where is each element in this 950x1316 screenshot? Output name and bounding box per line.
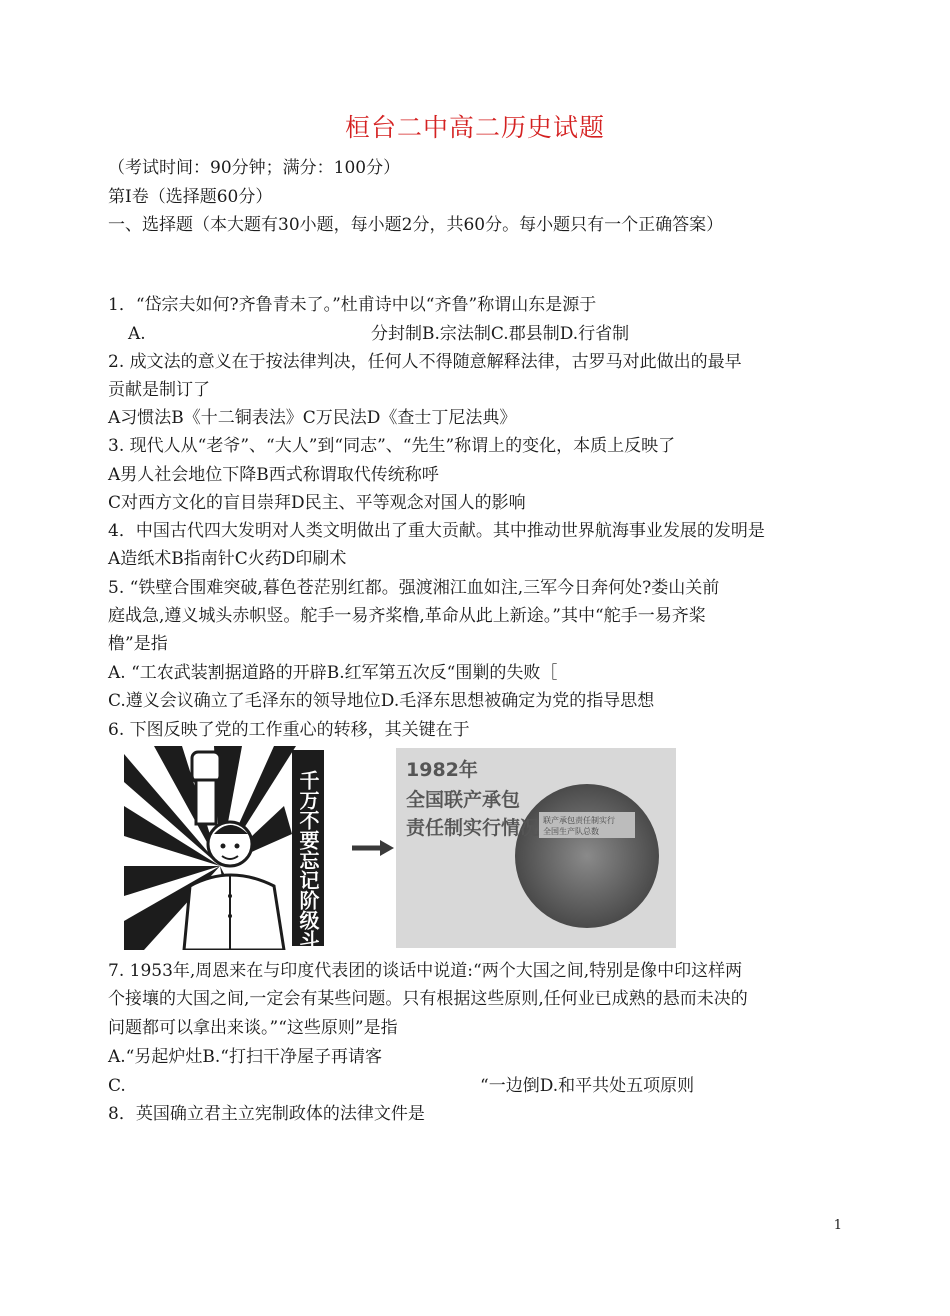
q1-options: 分封制B.宗法制C.郡县制D.行省制 xyxy=(371,324,630,344)
exam-info: （考试时间：90分钟；满分：100分） xyxy=(108,158,401,178)
q5-stem-3: 橹”是指 xyxy=(108,634,168,654)
pie-label-2: 全国生产队总数 xyxy=(543,827,599,836)
q3-stem: 3. 现代人从“老爷”、“大人”到“同志”、“先生”称谓上的变化，本质上反映了 xyxy=(108,436,676,456)
q2-options: A习惯法B《十二铜表法》C万民法D《查士丁尼法典》 xyxy=(108,408,517,428)
q5-options-2: C.遵义会议确立了毛泽东的领导地位D.毛泽东思想被确定为党的指导思想 xyxy=(108,691,655,711)
q5-stem-1: 5. “铁壁合围难突破,暮色苍茫别红都。强渡湘江血如注,三军今日奔何处?娄山关前 xyxy=(108,578,720,598)
q2-stem-2: 贡献是制订了 xyxy=(108,380,210,400)
poster-slogan: 千万不要忘记阶级斗争 xyxy=(296,770,320,950)
chart-title-line-3: 责任制实行情况 xyxy=(406,817,540,839)
q2-stem-1: 2. 成文法的意义在于按法律判决，任何人不得随意解释法律，古罗马对此做出的最早 xyxy=(108,352,742,372)
q4-options: A造纸术B指南针C火药D印刷术 xyxy=(108,549,347,569)
q4-stem: 4．中国古代四大发明对人类文明做出了重大贡献。其中推动世界航海事业发展的发明是 xyxy=(108,521,765,541)
q8-stem: 8．英国确立君主立宪制政体的法律文件是 xyxy=(108,1104,425,1124)
q5-options-1: A. “工农武装割据道路的开辟B.红军第五次反“围剿的失败［ xyxy=(108,663,558,683)
q7-stem-1: 7. 1953年,周恩来在与印度代表团的谈话中说道:“两个大国之间,特别是像中印这样两 xyxy=(108,961,743,981)
section-heading: 一、选择题（本大题有30小题，每小题2分，共60分。每小题只有一个正确答案） xyxy=(108,215,724,235)
chart-title-year: 1982年 xyxy=(406,759,478,781)
q6-stem: 6. 下图反映了党的工作重心的转移，其关键在于 xyxy=(108,720,470,740)
q7-stem-3: 问题都可以拿出来谈。”“这些原则”是指 xyxy=(108,1018,398,1038)
q6-figure xyxy=(124,746,676,950)
transition-arrow-icon xyxy=(352,840,394,856)
exam-title: 桓台二中高二历史试题 xyxy=(344,113,605,142)
q5-stem-2: 庭战急,遵义城头赤帜竖。舵手一易齐桨橹,革命从此上新途。”其中“舵手一易齐桨 xyxy=(108,606,706,626)
q3-options-1: A男人社会地位下降B西式称谓取代传统称呼 xyxy=(108,465,439,485)
q1-stem: 1．“岱宗夫如何?齐鲁青未了。”杜甫诗中以“齐鲁”称谓山东是源于 xyxy=(108,295,597,315)
q7-options-1: A.“另起炉灶B.“打扫干净屋子再请客 xyxy=(108,1047,382,1067)
page-number: 1 xyxy=(833,1218,842,1233)
q3-options-2: C对西方文化的盲目崇拜D民主、平等观念对国人的影响 xyxy=(108,493,526,513)
q1-option-a: A. xyxy=(128,324,146,344)
pie-label-1: 联产承包责任制实行 xyxy=(543,816,615,825)
chart-title-line-2: 全国联产承包 xyxy=(406,789,521,811)
q7-stem-2: 个接壤的大国之间,一定会有某些问题。只有根据这些原则,任何业已成熟的悬而未决的 xyxy=(108,989,748,1009)
q7-option-c: C. xyxy=(108,1076,126,1096)
q7-options-2: “一边倒D.和平共处五项原则 xyxy=(480,1076,695,1096)
volume-heading: 第Ⅰ卷（选择题60分） xyxy=(108,187,273,207)
